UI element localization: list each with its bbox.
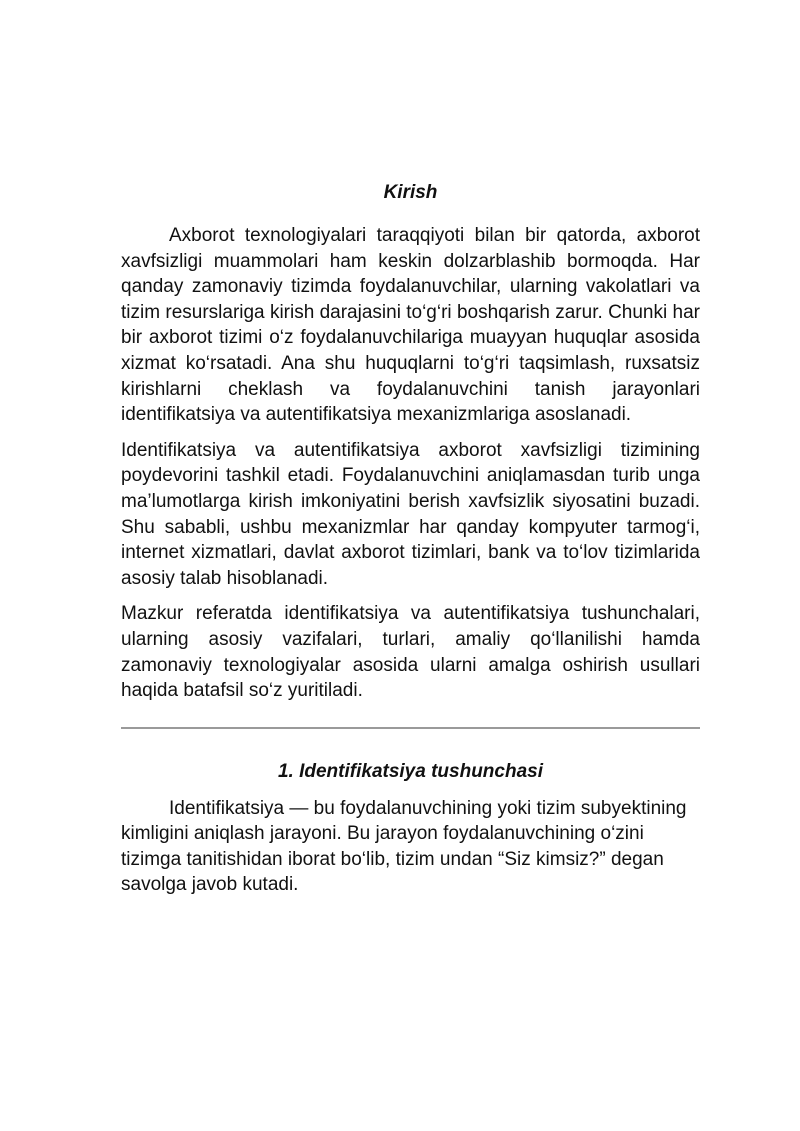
section-divider xyxy=(121,727,700,729)
intro-paragraph-1: Axborot texnologiyalari taraqqiyoti bilan bir qatorda, axborot xavfsizligi muammolari ham keskin dolzarblashib bormoqda. Har qanday zamonaviy tizimda foydalanuvchilar, ularning vakolatlari va tizim resurslariga kirish darajasini to‘g‘ri boshqarish zarur. Chunki har bir axborot tizimi o‘z foydalanuvchilariga muayyan huquqlar asosida xizmat ko‘rsatadi. Ana shu huquqlarni to‘g‘ri taqsimlash, ruxsatsiz kirishlarni cheklash va foydalanuvchini tanish jarayonlari identifikatsiya va autentifikatsiya mexanizmlariga asoslanadi. xyxy=(121,225,700,426)
document-page xyxy=(121,180,700,898)
intro-paragraph-3: Mazkur referatda identifikatsiya va autentifikatsiya tushunchalari, ularning asosiy vazifalari, turlari, amaliy qo‘llanilishi hamda zamonaviy texnologiyalar asosida ularni amalga oshirish usullari haqida batafsil so‘z yuritiladi. xyxy=(121,603,700,702)
intro-paragraph-2: Identifikatsiya va autentifikatsiya axborot xavfsizligi tizimining poydevorini tashkil etadi. Foydalanuvchini aniqlamasdan turib unga ma’lumotlarga kirish imkoniyatini berish xavfsizlik siyosatini buzadi. Shu sababli, ushbu mexanizmlar har qanday kompyuter tarmog‘i, internet xizmatlari, davlat axborot tizimlari, bank va to‘lov tizimlarida asosiy talab hisoblanadi. xyxy=(121,439,700,589)
intro-heading: Kirish xyxy=(383,182,438,203)
section-1-heading: 1. Identifikatsiya tushunchasi xyxy=(277,760,544,782)
section-1-paragraph-1: Identifikatsiya — bu foydalanuvchining yoki tizim subyektining kimligini aniqlash jarayoni. Bu jarayon foydalanuvchining o‘zini tizimga tanitishidan iborat bo‘lib, tizim undan “Siz kimsiz?” degan savolga javob kutadi. xyxy=(121,797,687,896)
